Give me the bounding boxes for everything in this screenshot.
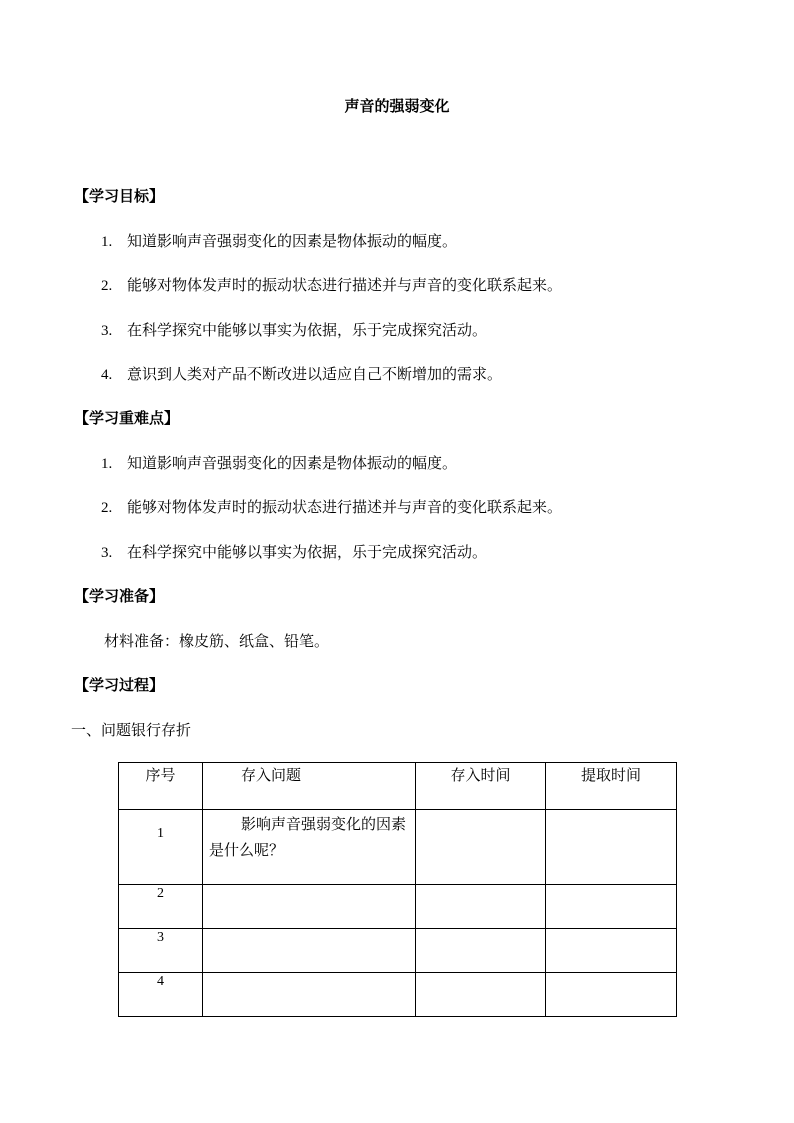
objective-item (101, 320, 487, 341)
item-text: 意识到人类对产品不断改进以适应自己不断增加的需求。 (127, 365, 503, 383)
deposit-time-cell (416, 885, 546, 929)
row-number: 2 (119, 885, 203, 929)
key-point-item (101, 453, 457, 474)
withdraw-time-cell (546, 929, 677, 973)
item-number: 3. (101, 545, 113, 561)
document-title: 声音的强弱变化 (344, 97, 450, 115)
table-row (119, 885, 677, 929)
heading-key-points: 【学习重难点】 (74, 409, 180, 427)
heading-preparation: 【学习准备】 (74, 587, 165, 605)
question-cell (203, 885, 416, 929)
row-number: 3 (119, 929, 203, 973)
question-bank-table (118, 762, 677, 1017)
objective-item (101, 364, 502, 385)
item-number: 3. (101, 323, 113, 339)
column-header-withdraw-time: 提取时间 (546, 763, 677, 810)
item-text: 在科学探究中能够以事实为依据，乐于完成探究活动。 (127, 321, 488, 339)
heading-process: 【学习过程】 (74, 676, 165, 694)
table-row (119, 973, 677, 1017)
objective-item (101, 275, 562, 296)
withdraw-time-cell (546, 810, 677, 885)
row-number: 4 (119, 973, 203, 1017)
deposit-time-cell (416, 810, 546, 885)
part1-title: 一、问题银行存折 (71, 721, 192, 739)
item-text: 能够对物体发声时的振动状态进行描述并与声音的变化联系起来。 (127, 276, 563, 294)
preparation-text: 材料准备：橡皮筋、纸盒、铅笔。 (104, 632, 330, 650)
question-cell: 影响声音强弱变化的因素是什么呢？ (203, 810, 416, 885)
heading-objectives: 【学习目标】 (74, 187, 165, 205)
deposit-time-cell (416, 973, 546, 1017)
item-text: 在科学探究中能够以事实为依据，乐于完成探究活动。 (127, 543, 488, 561)
item-text: 知道影响声音强弱变化的因素是物体振动的幅度。 (127, 454, 458, 472)
item-number: 1. (101, 456, 113, 472)
deposit-time-cell (416, 929, 546, 973)
question-cell (203, 973, 416, 1017)
column-header-deposit-time: 存入时间 (416, 763, 546, 810)
item-number: 1. (101, 234, 113, 250)
key-point-item (101, 542, 487, 563)
withdraw-time-cell (546, 885, 677, 929)
table-row (119, 810, 677, 885)
item-number: 2. (101, 278, 113, 294)
row-number: 1 (119, 810, 203, 885)
column-header-question: 存入问题 (203, 763, 416, 810)
item-number: 2. (101, 500, 113, 516)
objective-item (101, 231, 457, 252)
table-row (119, 929, 677, 973)
item-text: 知道影响声音强弱变化的因素是物体振动的幅度。 (127, 232, 458, 250)
column-header-number: 序号 (119, 763, 203, 810)
item-number: 4. (101, 367, 113, 383)
withdraw-time-cell (546, 973, 677, 1017)
item-text: 能够对物体发声时的振动状态进行描述并与声音的变化联系起来。 (127, 498, 563, 516)
key-point-item (101, 497, 562, 518)
table-header-row (119, 763, 677, 810)
question-cell (203, 929, 416, 973)
